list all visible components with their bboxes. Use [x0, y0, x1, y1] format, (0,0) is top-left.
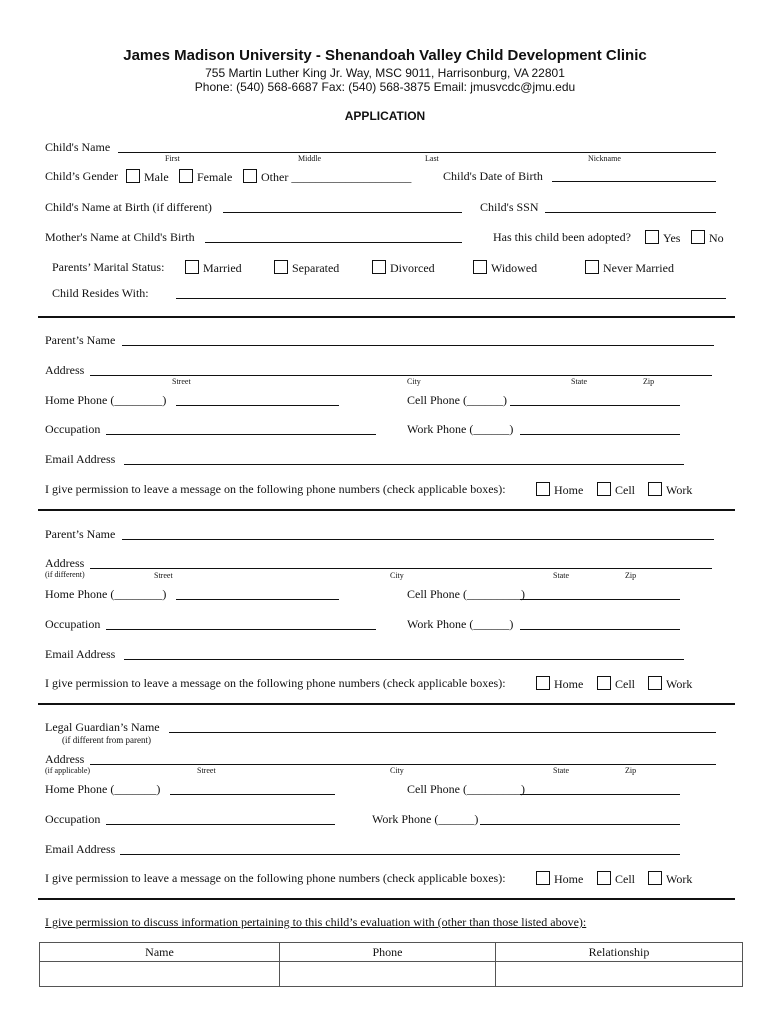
parent2-email-field[interactable] — [124, 659, 684, 660]
mother-name-label: Mother's Name at Child's Birth — [45, 230, 195, 244]
clinic-contact: Phone: (540) 568-6687 Fax: (540) 568-3875 Email: jmusvcdc@jmu.edu — [194, 80, 576, 94]
parent2-email-label: Email Address — [45, 647, 116, 661]
parent1-address-label: Address — [45, 363, 85, 377]
parent2-permission-text: I give permission to leave a message on the following phone numbers (check applicable boxes): — [45, 676, 506, 690]
gender-label: Child’s Gender — [45, 169, 118, 183]
checkbox-box[interactable] — [597, 871, 611, 885]
parent1-work-phone-label: Work Phone (______) — [407, 422, 514, 436]
guardian-home-phone-field[interactable] — [170, 794, 335, 795]
parent2-perm-cell-checkbox[interactable] — [597, 676, 635, 692]
parent1-occupation-field[interactable] — [106, 434, 376, 435]
checkbox-box[interactable] — [648, 676, 662, 690]
parent2-cell-phone-label: Cell Phone (_________) — [407, 587, 525, 601]
name-sub-first: First — [165, 154, 180, 163]
guardian-perm-work-checkbox[interactable] — [648, 871, 692, 887]
adopted-label: Has this child been adopted? — [493, 230, 631, 244]
parent1-name-label: Parent’s Name — [45, 333, 116, 347]
name-cell[interactable] — [40, 962, 280, 987]
marital-never-married-label: Never Married — [603, 261, 674, 275]
guardian-occupation-label: Occupation — [45, 812, 101, 826]
address-sub-street: Street — [154, 571, 173, 580]
guardian-name-note: (if different from parent) — [62, 735, 152, 745]
guardian-perm-home-checkbox[interactable] — [536, 871, 583, 887]
address-sub-state: State — [553, 766, 569, 775]
parent2-address-label: Address — [45, 556, 85, 570]
checkbox-box[interactable] — [536, 871, 550, 885]
gender-male-label: Male — [144, 170, 169, 184]
checkbox-box[interactable] — [179, 169, 193, 183]
name-sub-last: Last — [425, 154, 439, 163]
checkbox-box[interactable] — [648, 871, 662, 885]
parent1-occupation-label: Occupation — [45, 422, 101, 436]
parent1-cell-phone-label: Cell Phone (______) — [407, 393, 507, 407]
checkbox-box[interactable] — [597, 482, 611, 496]
parent2-occupation-field[interactable] — [106, 629, 376, 630]
adopted-yes-checkbox[interactable] — [645, 230, 680, 246]
perm-home-label: Home — [554, 872, 584, 886]
birth-name-label: Child's Name at Birth (if different) — [45, 200, 212, 214]
table-row — [40, 962, 743, 987]
address-sub-city: City — [407, 377, 421, 386]
guardian-email-field[interactable] — [120, 854, 680, 855]
checkbox-box[interactable] — [648, 482, 662, 496]
col-header-relationship: Relationship — [496, 943, 743, 962]
address-sub-zip: Zip — [625, 571, 637, 580]
parent2-name-label: Parent’s Name — [45, 527, 116, 541]
child-name-label: Child's Name — [45, 140, 111, 154]
dob-label: Child's Date of Birth — [443, 169, 543, 183]
guardian-cell-phone-field[interactable] — [520, 794, 680, 795]
checkbox-box[interactable] — [126, 169, 140, 183]
guardian-occupation-field[interactable] — [106, 824, 335, 825]
guardian-permission-text: I give permission to leave a message on the following phone numbers (check applicable boxes): — [45, 871, 506, 885]
parent2-home-phone-field[interactable] — [176, 599, 339, 600]
parent2-work-phone-field[interactable] — [520, 629, 680, 630]
parent1-address-field[interactable] — [90, 375, 712, 376]
checkbox-box[interactable] — [536, 676, 550, 690]
resides-field[interactable] — [176, 298, 726, 299]
parent1-email-field[interactable] — [124, 464, 684, 465]
gender-other-label: Other ____________________ — [261, 170, 412, 184]
marital-label: Parents’ Marital Status: — [52, 260, 165, 274]
ssn-label: Child's SSN — [480, 200, 539, 214]
parent1-perm-home-checkbox[interactable] — [536, 482, 583, 498]
address-sub-city: City — [390, 571, 404, 580]
ssn-field[interactable] — [545, 212, 716, 213]
marital-married-checkbox[interactable] — [185, 260, 242, 276]
parent1-perm-work-checkbox[interactable] — [648, 482, 692, 498]
guardian-perm-cell-checkbox[interactable] — [597, 871, 635, 887]
col-header-name: Name — [40, 943, 280, 962]
name-sub-nickname: Nickname — [588, 154, 621, 163]
checkbox-box[interactable] — [372, 260, 386, 274]
checkbox-box[interactable] — [473, 260, 487, 274]
gender-male-checkbox[interactable] — [126, 169, 169, 185]
checkbox-box[interactable] — [243, 169, 257, 183]
phone-cell[interactable] — [280, 962, 496, 987]
checkbox-box[interactable] — [585, 260, 599, 274]
parent2-address-field[interactable] — [90, 568, 712, 569]
address-sub-street: Street — [172, 377, 191, 386]
gender-female-checkbox[interactable] — [179, 169, 232, 185]
form-title: APPLICATION — [344, 109, 426, 123]
parent2-perm-home-checkbox[interactable] — [536, 676, 583, 692]
checkbox-box[interactable] — [597, 676, 611, 690]
resides-label: Child Resides With: — [52, 286, 149, 300]
marital-never-married-checkbox[interactable] — [585, 260, 674, 276]
clinic-address: 755 Martin Luther King Jr. Way, MSC 9011, Harrisonburg, VA 22801 — [205, 66, 565, 80]
table-header-row — [40, 943, 743, 962]
gender-other-checkbox[interactable] — [243, 169, 411, 185]
parent1-home-phone-label: Home Phone (________) — [45, 393, 167, 407]
section-divider — [38, 509, 735, 511]
parent2-work-phone-label: Work Phone (______) — [407, 617, 514, 631]
marital-separated-label: Separated — [292, 261, 340, 275]
guardian-work-phone-label: Work Phone (______) — [372, 812, 479, 826]
adopted-yes-label: Yes — [663, 231, 681, 245]
marital-married-label: Married — [203, 261, 242, 275]
birth-name-field[interactable] — [223, 212, 462, 213]
parent2-name-field[interactable] — [122, 539, 714, 540]
guardian-home-phone-label: Home Phone (_______) — [45, 782, 161, 796]
address-sub-state: State — [571, 377, 587, 386]
perm-home-label: Home — [554, 483, 584, 497]
parent1-home-phone-field[interactable] — [176, 405, 339, 406]
dob-field[interactable] — [552, 181, 716, 182]
adopted-no-checkbox[interactable] — [691, 230, 724, 246]
checkbox-box[interactable] — [645, 230, 659, 244]
parent1-name-field[interactable] — [122, 345, 714, 346]
parent2-occupation-label: Occupation — [45, 617, 101, 631]
parent2-perm-work-checkbox[interactable] — [648, 676, 692, 692]
checkbox-box[interactable] — [274, 260, 288, 274]
perm-cell-label: Cell — [615, 483, 635, 497]
perm-cell-label: Cell — [615, 872, 635, 886]
child-name-field[interactable] — [118, 152, 716, 153]
parent1-work-phone-field[interactable] — [520, 434, 680, 435]
marital-divorced-checkbox[interactable] — [372, 260, 435, 276]
parent1-cell-phone-field[interactable] — [510, 405, 680, 406]
marital-divorced-label: Divorced — [390, 261, 435, 275]
parent1-perm-cell-checkbox[interactable] — [597, 482, 635, 498]
parent2-home-phone-label: Home Phone (________) — [45, 587, 167, 601]
perm-work-label: Work — [666, 872, 693, 886]
address-sub-zip: Zip — [643, 377, 655, 386]
gender-female-label: Female — [197, 170, 233, 184]
marital-separated-checkbox[interactable] — [274, 260, 339, 276]
guardian-work-phone-field[interactable] — [480, 824, 680, 825]
marital-widowed-checkbox[interactable] — [473, 260, 537, 276]
guardian-address-label: Address — [45, 752, 85, 766]
perm-home-label: Home — [554, 677, 584, 691]
clinic-title: James Madison University - Shenandoah Valley Child Development Clinic — [123, 47, 647, 64]
section-divider — [38, 703, 735, 705]
mother-name-field[interactable] — [205, 242, 462, 243]
address-sub-street: Street — [197, 766, 216, 775]
adopted-no-label: No — [709, 231, 724, 245]
perm-work-label: Work — [666, 677, 693, 691]
guardian-name-label: Legal Guardian’s Name — [45, 720, 160, 734]
guardian-email-label: Email Address — [45, 842, 116, 856]
address-sub-city: City — [390, 766, 404, 775]
marital-widowed-label: Widowed — [491, 261, 538, 275]
section-divider — [38, 898, 735, 900]
parent2-cell-phone-field[interactable] — [520, 599, 680, 600]
discuss-permission-text: I give permission to discuss information pertaining to this child’s evaluation with (other than those listed above): — [45, 915, 587, 929]
checkbox-box[interactable] — [185, 260, 199, 274]
col-header-phone: Phone — [280, 943, 496, 962]
parent1-permission-text: I give permission to leave a message on the following phone numbers (check applicable boxes): — [45, 482, 506, 496]
guardian-cell-phone-label: Cell Phone (_________) — [407, 782, 525, 796]
parent1-email-label: Email Address — [45, 452, 116, 466]
perm-cell-label: Cell — [615, 677, 635, 691]
relationship-cell[interactable] — [496, 962, 743, 987]
perm-work-label: Work — [666, 483, 693, 497]
guardian-address-field[interactable] — [90, 764, 716, 765]
address-sub-zip: Zip — [625, 766, 637, 775]
checkbox-box[interactable] — [536, 482, 550, 496]
contacts-table — [39, 942, 743, 987]
checkbox-box[interactable] — [691, 230, 705, 244]
guardian-address-note: (if applicable) — [45, 766, 91, 775]
name-sub-middle: Middle — [298, 154, 322, 163]
guardian-name-field[interactable] — [169, 732, 716, 733]
section-divider — [38, 316, 735, 318]
address-sub-state: State — [553, 571, 569, 580]
parent2-address-note: (if different) — [45, 570, 85, 579]
